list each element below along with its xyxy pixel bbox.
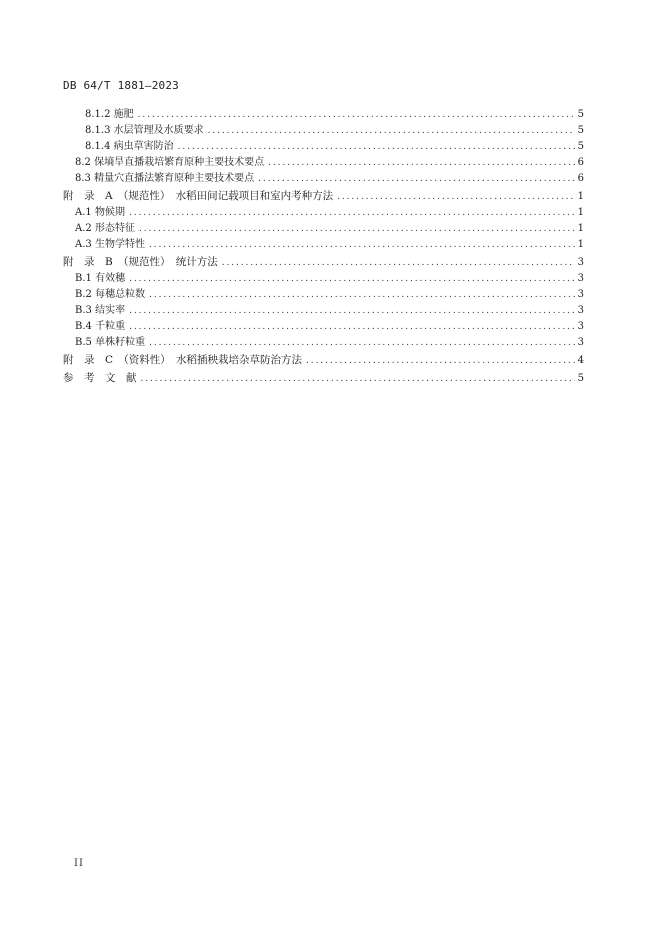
toc-page-number: 3 <box>577 337 584 348</box>
toc-entry-8-2[interactable] <box>63 155 584 171</box>
toc-entry-label: B.3 结实率 <box>75 305 126 316</box>
toc-page-number: 3 <box>577 257 584 268</box>
toc-entry-appendix-b[interactable] <box>63 253 584 271</box>
dot-leader <box>149 237 575 253</box>
toc-page-number: 4 <box>577 355 584 366</box>
toc-entry-label: 附 录 B （规范性） 统计方法 <box>63 256 218 268</box>
toc-page-number: 1 <box>577 223 584 234</box>
toc-entry-references[interactable] <box>63 369 584 387</box>
dot-leader <box>139 221 575 237</box>
toc-entry-label: 附 录 A （规范性） 水稻田间记载项目和室内考种方法 <box>63 190 334 202</box>
toc-entry-b-5[interactable] <box>63 335 584 351</box>
toc-entry-label: B.1 有效穗 <box>75 273 126 284</box>
toc-entry-label: B.5 单株籽粒重 <box>75 337 146 348</box>
toc-page-number: 3 <box>577 321 584 332</box>
document-number: DB 64/T 1881—2023 <box>63 79 179 92</box>
page-number: II <box>74 858 84 869</box>
toc-page-number: 6 <box>577 157 584 168</box>
toc-page-number: 5 <box>577 125 584 136</box>
toc-entry-8-1-2[interactable] <box>63 107 584 123</box>
toc-entry-label: 8.3 精量穴直播法繁育原种主要技术要点 <box>75 173 255 184</box>
toc-page-number: 3 <box>577 289 584 300</box>
toc-entry-label: A.2 形态特征 <box>75 223 135 234</box>
dot-leader <box>129 271 575 287</box>
toc-entry-appendix-a[interactable] <box>63 187 584 205</box>
toc-entry-b-2[interactable] <box>63 287 584 303</box>
toc-entry-label: B.4 千粒重 <box>75 321 126 332</box>
toc-entry-label: 8.1.4 病虫草害防治 <box>85 141 174 152</box>
toc-entry-label: 8.2 保墒旱直播栽培繁育原种主要技术要点 <box>75 157 265 168</box>
toc-page-number: 5 <box>577 109 584 120</box>
toc-entry-a-1[interactable] <box>63 205 584 221</box>
toc-entry-b-4[interactable] <box>63 319 584 335</box>
dot-leader <box>178 139 575 155</box>
dot-leader <box>268 155 575 171</box>
toc-entry-label: 附 录 C （资料性） 水稻插秧栽培杂草防治方法 <box>63 354 303 366</box>
toc-page-number: 3 <box>577 273 584 284</box>
dot-leader <box>258 171 575 187</box>
toc-entry-label: 8.1.3 水层管理及水质要求 <box>85 125 204 136</box>
toc-page-number: 5 <box>577 373 584 384</box>
toc-page-number: 1 <box>577 207 584 218</box>
dot-leader <box>129 303 575 319</box>
toc-entry-8-1-4[interactable] <box>63 139 584 155</box>
toc-entry-b-3[interactable] <box>63 303 584 319</box>
toc-entry-label: 参 考 文 献 <box>63 372 137 384</box>
toc-entry-label: 8.1.2 施肥 <box>85 109 134 120</box>
toc-entry-b-1[interactable] <box>63 271 584 287</box>
dot-leader <box>208 123 575 139</box>
toc-page-number: 1 <box>577 191 584 202</box>
dot-leader <box>129 205 575 221</box>
toc-page-number: 3 <box>577 305 584 316</box>
dot-leader <box>138 107 575 123</box>
toc-page-number: 1 <box>577 239 584 250</box>
toc-page-number: 5 <box>577 141 584 152</box>
dot-leader <box>141 370 576 388</box>
toc-entry-label: A.3 生物学特性 <box>75 239 145 250</box>
toc-page-number: 6 <box>577 173 584 184</box>
dot-leader <box>149 335 575 351</box>
toc-entry-8-3[interactable] <box>63 171 584 187</box>
dot-leader <box>306 352 575 370</box>
dot-leader <box>337 188 575 206</box>
toc-entry-8-1-3[interactable] <box>63 123 584 139</box>
table-of-contents <box>63 107 584 387</box>
dot-leader <box>129 319 575 335</box>
dot-leader <box>222 254 575 272</box>
toc-entry-a-3[interactable] <box>63 237 584 253</box>
toc-entry-a-2[interactable] <box>63 221 584 237</box>
dot-leader <box>149 287 575 303</box>
toc-entry-appendix-c[interactable] <box>63 351 584 369</box>
toc-entry-label: A.1 物候期 <box>75 207 125 218</box>
toc-entry-label: B.2 每穗总粒数 <box>75 289 146 300</box>
